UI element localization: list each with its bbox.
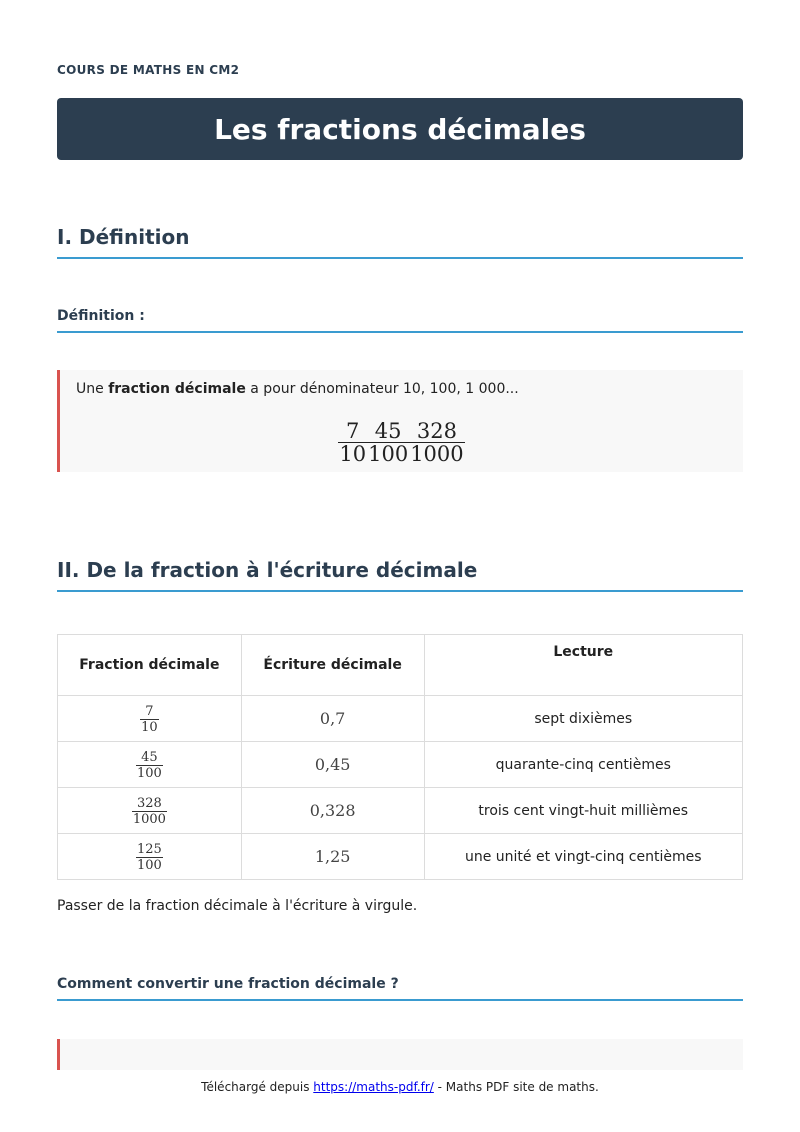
table-row — [58, 742, 743, 788]
reading-cell: quarante-cinq centièmes — [424, 742, 743, 788]
fraction-cell: $\frac{328}{1000}$ — [58, 788, 242, 834]
page-title: Les fractions décimales — [214, 112, 586, 146]
table-row — [58, 834, 743, 880]
example-fraction: $\frac{7}{10}$ — [339, 419, 367, 466]
subheading-convert: Comment convertir une fraction décimale ? — [57, 976, 743, 1001]
reading-cell: sept dixièmes — [424, 696, 743, 742]
fraction-table — [57, 634, 743, 880]
definition-term: fraction décimale — [108, 381, 246, 397]
section-heading-conversion: II. De la fraction à l'écriture décimale — [57, 558, 743, 592]
fraction-cell: $\frac{7}{10}$ — [58, 696, 242, 742]
section-heading-definition: I. Définition — [57, 225, 743, 259]
definition-callout — [57, 370, 743, 472]
decimal-cell: 0,7 — [241, 696, 424, 742]
definition-text: Une fraction décimale a pour dénominateur 10, 100, 1 000... — [76, 381, 519, 397]
table-header-row — [58, 635, 743, 696]
subheading-definition: Définition : — [57, 308, 743, 333]
footer-link[interactable]: https://maths-pdf.fr/ — [313, 1080, 434, 1094]
example-fraction: $\frac{45}{100}$ — [368, 419, 409, 466]
title-banner — [57, 98, 743, 160]
column-header: Fraction décimale — [58, 635, 242, 696]
decimal-cell: 1,25 — [241, 834, 424, 880]
table-row — [58, 788, 743, 834]
column-header: Lecture — [424, 635, 743, 696]
decimal-cell: 0,45 — [241, 742, 424, 788]
table-row — [58, 696, 743, 742]
decimal-cell: 0,328 — [241, 788, 424, 834]
fraction-cell: $\frac{125}{100}$ — [58, 834, 242, 880]
conversion-paragraph: Passer de la fraction décimale à l'écriture à virgule. — [57, 898, 418, 914]
reading-cell: une unité et vingt-cinq centièmes — [424, 834, 743, 880]
course-label: COURS DE MATHS EN CM2 — [57, 63, 240, 77]
example-fraction: $\frac{328}{1000}$ — [410, 419, 464, 466]
column-header: Écriture décimale — [241, 635, 424, 696]
convert-callout — [57, 1039, 743, 1070]
example-fractions — [60, 420, 743, 465]
fraction-cell: $\frac{45}{100}$ — [58, 742, 242, 788]
reading-cell: trois cent vingt-huit millièmes — [424, 788, 743, 834]
page-footer: Téléchargé depuis https://maths-pdf.fr/ - Maths PDF site de maths. — [201, 1080, 599, 1094]
